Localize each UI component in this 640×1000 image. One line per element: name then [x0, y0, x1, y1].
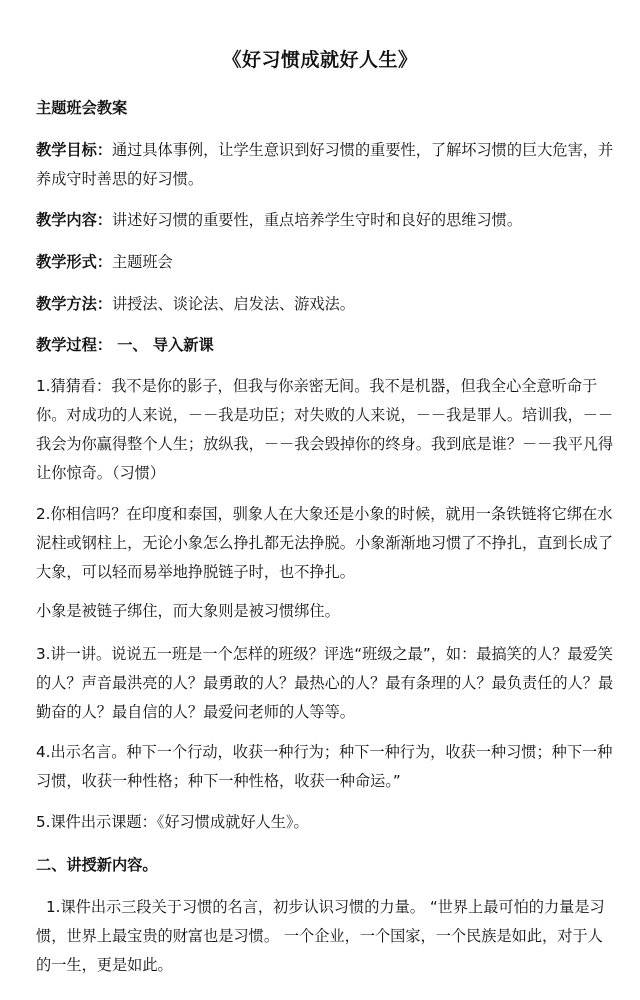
paragraph-guess: 1.猜猜看：我不是你的影子，但我与你亲密无间。我不是机器，但我全心全意听命于你。对成功的人来说，－－我是功臣；对失败的人来说，－－我是罪人。培训我，－－我会为你赢得整个人生；放纵我，－－我会毁掉你的终身。我到底是谁？－－我平凡得让你惊奇。（习惯） — [36, 377, 614, 482]
paragraph-courseware-title: 5.课件出示课题：《好习惯成就好人生》。 — [36, 813, 309, 831]
teaching-goal-label: 教学目标： — [36, 141, 112, 159]
paragraph-quote: 4.出示名言。种下一个行动，收获一种行为；种下一种行为，收获一种习惯；种下一种习惯，收获一种性格；种下一种性格，收获一种命运。” — [36, 743, 613, 790]
paragraph-elephant-summary: 小象是被链子绑住，而大象则是被习惯绑住。 — [36, 602, 340, 620]
teaching-form — [36, 248, 616, 277]
teaching-form-label: 教学形式： — [36, 253, 112, 271]
section1-heading: 一、 导入新课 — [111, 336, 214, 354]
teaching-method-label: 教学方法： — [36, 295, 112, 313]
teaching-form-text: 主题班会 — [111, 253, 173, 271]
document-title: 《好习惯成就好人生》 — [222, 49, 418, 71]
teaching-method-text: 讲授法、谈论法、启发法、游戏法。 — [111, 295, 355, 313]
section2-heading: 二、讲授新内容。 — [36, 856, 158, 874]
document-subtitle: 主题班会教案 — [36, 99, 128, 117]
teaching-content-text: 讲述好习惯的重要性，重点培养学生守时和良好的思维习惯。 — [111, 211, 522, 229]
teaching-goal-text: 通过具体事例，让学生意识到好习惯的重要性，了解坏习惯的巨大危害，并养成守时善思的好习惯。 — [36, 141, 614, 188]
teaching-method — [36, 290, 616, 319]
teaching-process-label: 教学过程： — [36, 336, 112, 354]
paragraph-elephant: 2.你相信吗？在印度和泰国，驯象人在大象还是小象的时候，就用一条铁链将它绑在水泥柱或钢柱上，无论小象怎么挣扎都无法挣脱。小象渐渐地习惯了不挣扎，直到长成了大象，可以轻而易举地挣脱链子时，也不挣扎。 — [36, 505, 614, 581]
teaching-content — [36, 206, 616, 235]
paragraph-class-best: 3.讲一讲。说说五一班是一个怎样的班级？评选“班级之最”，如：最搞笑的人？最爱笑的人？声音最洪亮的人？最勇敢的人？最热心的人？最有条理的人？最负责任的人？最勤奋的人？最自信的人？最爱问老师的人等等。 — [36, 645, 614, 721]
teaching-process — [36, 331, 616, 360]
teaching-goal — [36, 136, 616, 194]
teaching-content-label: 教学内容： — [36, 211, 112, 229]
paragraph-habit-quotes: 1.课件出示三段关于习惯的名言，初步认识习惯的力量。 “世界上最可怕的力量是习惯，世界上最宝贵的财富也是习惯。 一个企业，一个国家，一个民族是如此，对于人的一生，更是如此。 — [36, 898, 605, 974]
